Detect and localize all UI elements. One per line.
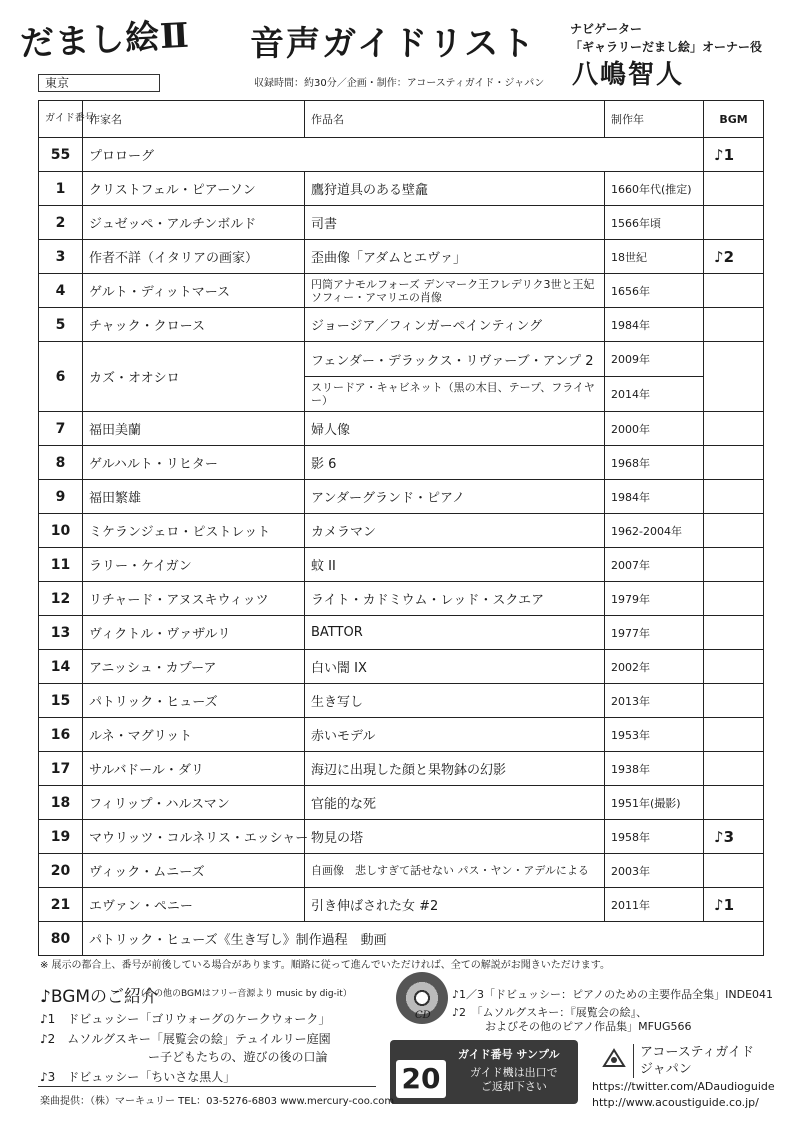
bgm-mark xyxy=(704,514,764,548)
guide-number: 18 xyxy=(39,786,83,820)
table-row xyxy=(39,820,764,854)
bgm-mark xyxy=(704,684,764,718)
year: 1984年 xyxy=(605,480,704,514)
year: 1968年 xyxy=(605,446,704,480)
artist-name: パトリック・ヒューズ xyxy=(83,684,305,718)
work-title: 歪曲像「アダムとエヴァ」 xyxy=(305,240,605,274)
guide-number: 55 xyxy=(39,138,83,172)
company-name-line: アコースティガイド xyxy=(640,1045,755,1060)
guide-number: 1 xyxy=(39,172,83,206)
artist-name: ミケランジェロ・ピストレット xyxy=(83,514,305,548)
work-title: アンダーグランド・ピアノ xyxy=(305,480,605,514)
bgm-mark xyxy=(704,172,764,206)
work-title: 赤いモデル xyxy=(305,718,605,752)
bgm-mark: ♪1 xyxy=(704,138,764,172)
work-title: 司書 xyxy=(305,206,605,240)
cd-line: ♪1／3「ドビュッシー：ピアノのための主要作品全集」INDE041 xyxy=(452,988,774,1001)
table-row xyxy=(39,412,764,446)
table-row xyxy=(39,274,764,308)
page-title: 音声ガイドリスト xyxy=(250,24,537,64)
sample-instruction xyxy=(470,1066,558,1094)
sample-number: 20 xyxy=(396,1060,446,1098)
artist-name: ゲルハルト・リヒター xyxy=(83,446,305,480)
exhibition-logo: だまし絵Ⅱ xyxy=(19,15,191,65)
table-row xyxy=(39,480,764,514)
guide-number: 21 xyxy=(39,888,83,922)
bgm-mark: ♪1 xyxy=(704,888,764,922)
guide-number: 10 xyxy=(39,514,83,548)
guide-number: 11 xyxy=(39,548,83,582)
artist-name: 福田繁雄 xyxy=(83,480,305,514)
guide-number: 8 xyxy=(39,446,83,480)
city-label: 東京 xyxy=(38,74,160,92)
artist-name: パトリック・ヒューズ《生き写し》制作過程 動画 xyxy=(83,922,764,956)
year: 1984年 xyxy=(605,308,704,342)
year: 1951年(撮影) xyxy=(605,786,704,820)
header-work: 作品名 xyxy=(305,101,605,138)
year: 1938年 xyxy=(605,752,704,786)
guide-number: 2 xyxy=(39,206,83,240)
year: 2003年 xyxy=(605,854,704,888)
table-row xyxy=(39,650,764,684)
work-title: 婦人像 xyxy=(305,412,605,446)
artist-name: カズ・オオシロ xyxy=(83,342,305,412)
table-row xyxy=(39,446,764,480)
work-title: 自画像 悲しすぎて話せない パス・ヤン・アデルによる xyxy=(305,854,605,888)
company-name xyxy=(640,1044,754,1078)
website-link[interactable]: http://www.acoustiguide.co.jp/ xyxy=(592,1096,759,1109)
year: 2011年 xyxy=(605,888,704,922)
cd-label: CD xyxy=(415,1010,431,1021)
header-year: 制作年 xyxy=(605,101,704,138)
work-title: BATTOR xyxy=(305,616,605,650)
year: 1566年頃 xyxy=(605,206,704,240)
table-row xyxy=(39,752,764,786)
table-row xyxy=(39,888,764,922)
guide-number: 5 xyxy=(39,308,83,342)
table-row xyxy=(39,922,764,956)
artist-name: プロローグ xyxy=(83,138,704,172)
work-title: 引き伸ばされた女 #2 xyxy=(305,888,605,922)
artist-name: クリストフェル・ピアーソン xyxy=(83,172,305,206)
twitter-link[interactable]: https://twitter.com/ADaudioguide xyxy=(592,1080,775,1093)
table-row xyxy=(39,206,764,240)
table-row xyxy=(39,342,764,377)
year: 1660年代(推定) xyxy=(605,172,704,206)
table-row xyxy=(39,684,764,718)
sample-line: ご返却下さい xyxy=(480,1080,547,1093)
bgm-mark xyxy=(704,480,764,514)
guide-number: 14 xyxy=(39,650,83,684)
bgm-mark: ♪3 xyxy=(704,820,764,854)
guide-number: 7 xyxy=(39,412,83,446)
year: 1962-2004年 xyxy=(605,514,704,548)
year: 18世紀 xyxy=(605,240,704,274)
bgm-mark xyxy=(704,342,764,412)
bgm-heading: ♪BGMのご紹介 xyxy=(40,987,159,1007)
guide-number: 3 xyxy=(39,240,83,274)
artist-name: エヴァン・ペニー xyxy=(83,888,305,922)
table-row xyxy=(39,616,764,650)
work-title: 海辺に出現した顔と果物鉢の幻影 xyxy=(305,752,605,786)
bgm-mark xyxy=(704,650,764,684)
artist-name: アニッシュ・カプーア xyxy=(83,650,305,684)
bgm-mark xyxy=(704,274,764,308)
table-row xyxy=(39,172,764,206)
table-row xyxy=(39,854,764,888)
bgm-mark xyxy=(704,752,764,786)
sample-line: ガイド機は出口で xyxy=(470,1066,558,1079)
artist-name: ジュゼッペ・アルチンボルド xyxy=(83,206,305,240)
bgm-subheading: （その他のBGMはフリー音源より music by dig-it） xyxy=(136,989,352,999)
work-title: フェンダー・デラックス・リヴァーブ・アンプ 2 xyxy=(305,342,605,377)
table-row xyxy=(39,718,764,752)
work-title: 物見の塔 xyxy=(305,820,605,854)
credit-line: 収録時間：約30分／企画・制作：アコースティガイド・ジャパン xyxy=(254,78,545,89)
artist-name: ヴィック・ムニーズ xyxy=(83,854,305,888)
artist-name: マウリッツ・コルネリス・エッシャー xyxy=(83,820,305,854)
work-title: ジョージア／フィンガーペインティング xyxy=(305,308,605,342)
year: 2014年 xyxy=(605,377,704,412)
navigator-role: 「ギャラリーだまし絵」オーナー役 xyxy=(570,40,763,54)
acoustiguide-logo-icon xyxy=(600,1046,628,1070)
header-artist: 作家名 xyxy=(83,101,305,138)
note-text: ※ 展示の都合上、番号が前後している場合があります。順路に従って進んでいただければ、全ての解説がお聞きいただけます。 xyxy=(40,960,610,971)
work-title: 蚊 II xyxy=(305,548,605,582)
year: 2009年 xyxy=(605,342,704,377)
work-title: 鷹狩道具のある壁龕 xyxy=(305,172,605,206)
work-title: ライト・カドミウム・レッド・スクエア xyxy=(305,582,605,616)
bgm-mark xyxy=(704,616,764,650)
artist-name: 福田美蘭 xyxy=(83,412,305,446)
bgm-item: ♪2 ムソルグスキー「展覧会の絵」テュイルリー庭園 xyxy=(40,1032,331,1046)
bgm-mark xyxy=(704,206,764,240)
bgm-mark xyxy=(704,718,764,752)
guide-number: 19 xyxy=(39,820,83,854)
work-title: 生き写し xyxy=(305,684,605,718)
year: 2000年 xyxy=(605,412,704,446)
year: 1977年 xyxy=(605,616,704,650)
table-row xyxy=(39,240,764,274)
guide-number: 20 xyxy=(39,854,83,888)
work-title: 影 6 xyxy=(305,446,605,480)
navigator-name: 八嶋智人 xyxy=(572,60,685,90)
bgm-item: ー子どもたちの、遊びの後の口論 xyxy=(40,1050,328,1064)
guide-number: 15 xyxy=(39,684,83,718)
bgm-mark xyxy=(704,446,764,480)
artist-name: フィリップ・ハルスマン xyxy=(83,786,305,820)
bgm-mark xyxy=(704,548,764,582)
sample-title: ガイド番号 サンプル xyxy=(458,1048,560,1061)
year: 1953年 xyxy=(605,718,704,752)
artist-name: ラリー・ケイガン xyxy=(83,548,305,582)
footer-credit: 楽曲提供：（株）マーキュリー TEL：03-5276-6803 www.mercury-coo.com xyxy=(40,1096,395,1107)
artist-name: ゲルト・ディットマース xyxy=(83,274,305,308)
cd-line: ♪2 「ムソルグスキー：『展覧会の絵』、 xyxy=(452,1006,648,1019)
table-row xyxy=(39,582,764,616)
year: 1656年 xyxy=(605,274,704,308)
year: 2002年 xyxy=(605,650,704,684)
year: 1958年 xyxy=(605,820,704,854)
work-title: スリードア・キャビネット（黒の木目、テープ、フライヤー） xyxy=(305,377,605,412)
bgm-mark xyxy=(704,582,764,616)
guide-number: 13 xyxy=(39,616,83,650)
artist-name: サルバドール・ダリ xyxy=(83,752,305,786)
table-row xyxy=(39,514,764,548)
header-no: ガイド番号 xyxy=(39,101,83,138)
table-row xyxy=(39,138,764,172)
navigator-label: ナビゲーター xyxy=(570,22,643,36)
guide-number: 17 xyxy=(39,752,83,786)
artist-name: リチャード・アヌスキウィッツ xyxy=(83,582,305,616)
cd-line: およびその他のピアノ作品集」MFUG566 xyxy=(452,1020,692,1033)
work-title: 円筒アナモルフォーズ デンマーク王フレデリク3世と王妃ソフィー・アマリエの肖像 xyxy=(305,274,605,308)
artist-name: チャック・クロース xyxy=(83,308,305,342)
guide-number: 4 xyxy=(39,274,83,308)
bgm-mark xyxy=(704,854,764,888)
bgm-item: ♪1 ドビュッシー「ゴリウォーグのケークウォーク」 xyxy=(40,1012,331,1026)
guide-table xyxy=(38,100,764,956)
work-title: 白い闇 IX xyxy=(305,650,605,684)
work-title: 官能的な死 xyxy=(305,786,605,820)
year: 2013年 xyxy=(605,684,704,718)
guide-number: 12 xyxy=(39,582,83,616)
guide-number: 6 xyxy=(39,342,83,412)
bgm-mark: ♪2 xyxy=(704,240,764,274)
sample-guide-box xyxy=(390,1040,578,1104)
table-row xyxy=(39,548,764,582)
header-bgm: BGM xyxy=(704,101,764,138)
bgm-mark xyxy=(704,786,764,820)
bgm-item: ♪3 ドビュッシー「ちいさな黒人」 xyxy=(40,1070,236,1084)
guide-number: 9 xyxy=(39,480,83,514)
bgm-mark xyxy=(704,308,764,342)
bgm-mark xyxy=(704,412,764,446)
year: 1979年 xyxy=(605,582,704,616)
year: 2007年 xyxy=(605,548,704,582)
artist-name: ルネ・マグリット xyxy=(83,718,305,752)
footer-divider xyxy=(38,1086,376,1087)
guide-number: 16 xyxy=(39,718,83,752)
artist-name: ヴィクトル・ヴァザルリ xyxy=(83,616,305,650)
table-row xyxy=(39,308,764,342)
divider xyxy=(633,1044,634,1078)
work-title: カメラマン xyxy=(305,514,605,548)
table-row xyxy=(39,786,764,820)
artist-name: 作者不詳（イタリアの画家） xyxy=(83,240,305,274)
guide-number: 80 xyxy=(39,922,83,956)
company-name-line: ジャパン xyxy=(640,1062,692,1077)
